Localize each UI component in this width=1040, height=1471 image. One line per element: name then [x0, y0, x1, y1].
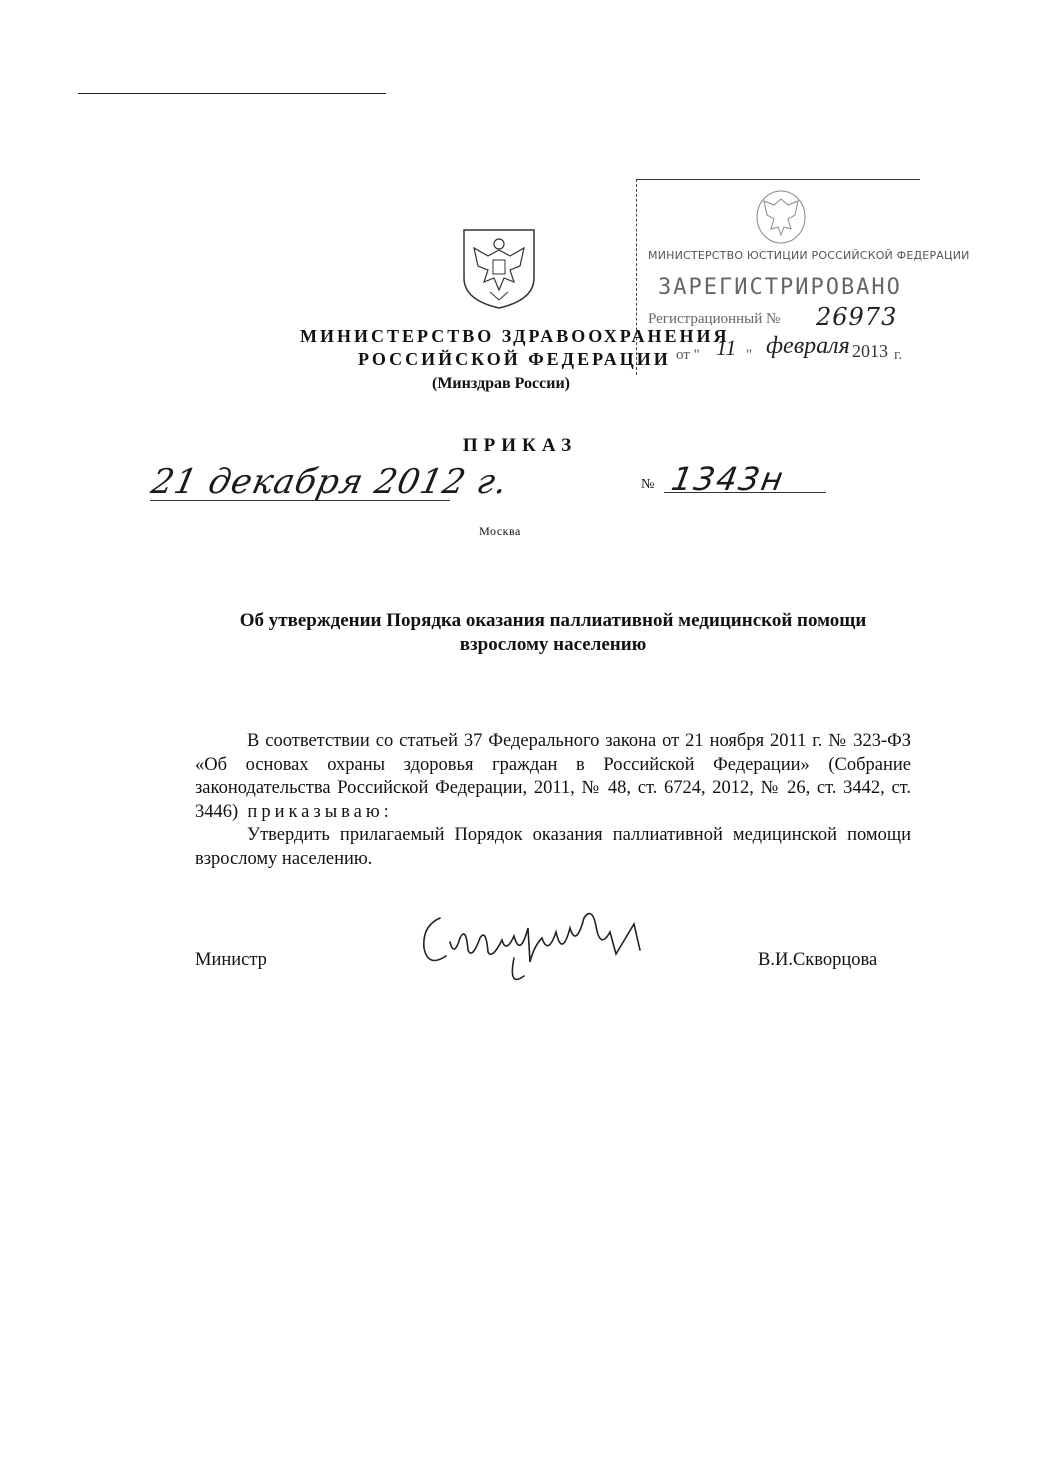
subject-line2: взрослому населению [459, 634, 647, 655]
body-paragraph-2: Утвердить прилагаемый Порядок оказания паллиативной медицинской помощи взрослому населению. [195, 825, 911, 869]
body-paragraph-1-text: В соответствии со статьей 37 Федерального закона от 21 ноября 2011 г. № 323-ФЗ «Об основах охраны здоровья граждан в Российской Федерации» (Собрание законодательства Российской Федерации, 2011, № 48, ст. 6724, 2012, № 26, ст. 3442, ст. 3446) [195, 731, 911, 822]
stamp-date-day: 11 [716, 335, 737, 360]
ministry-name-line2: РОССИЙСКОЙ ФЕДЕРАЦИИ [358, 349, 671, 369]
stamp-emblem-icon [754, 187, 808, 245]
order-date-handwritten: 21 декабря 2012 г. [147, 462, 512, 502]
stamp-date-mid: " [746, 347, 753, 363]
stamp-reg-number: 26973 [816, 303, 898, 331]
ministry-short-name: (Минздрав России) [432, 375, 570, 392]
ministry-name-line1: МИНИСТЕРСТВО ЗДРАВООХРАНЕНИЯ [300, 326, 730, 346]
signatory-name: В.И.Скворцова [758, 950, 878, 970]
stamp-date-suffix: г. [894, 347, 903, 363]
coat-of-arms-emblem [460, 226, 538, 310]
order-body [195, 730, 911, 871]
handwritten-signature [410, 898, 660, 988]
order-subject [195, 609, 911, 657]
number-underline [664, 492, 826, 493]
signatory-position: Министр [195, 950, 267, 970]
stamp-frame [636, 179, 920, 180]
stamp-ministry-text: МИНИСТЕРСТВО ЮСТИЦИИ РОССИЙСКОЙ ФЕДЕРАЦИИ [648, 249, 970, 262]
order-title: ПРИКАЗ [462, 435, 578, 456]
stamp-date-month: февраля [766, 333, 850, 359]
stamp-date-year: 2013 [852, 341, 888, 361]
stamp-date-prefix: от " [676, 347, 700, 363]
number-sign: № [641, 477, 655, 492]
city-name: Москва [479, 524, 521, 538]
date-underline [150, 500, 450, 501]
order-number-handwritten: 1343н [668, 460, 788, 498]
subject-line1: Об утверждении Порядка оказания паллиативной медицинской помощи [239, 610, 867, 631]
body-paragraph-1 [195, 730, 911, 824]
stamp-registered-text: ЗАРЕГИСТРИРОВАНО [658, 275, 902, 300]
order-verb: приказываю: [247, 801, 393, 822]
top-rule [78, 93, 386, 94]
stamp-reg-label: Регистрационный № [648, 311, 781, 327]
